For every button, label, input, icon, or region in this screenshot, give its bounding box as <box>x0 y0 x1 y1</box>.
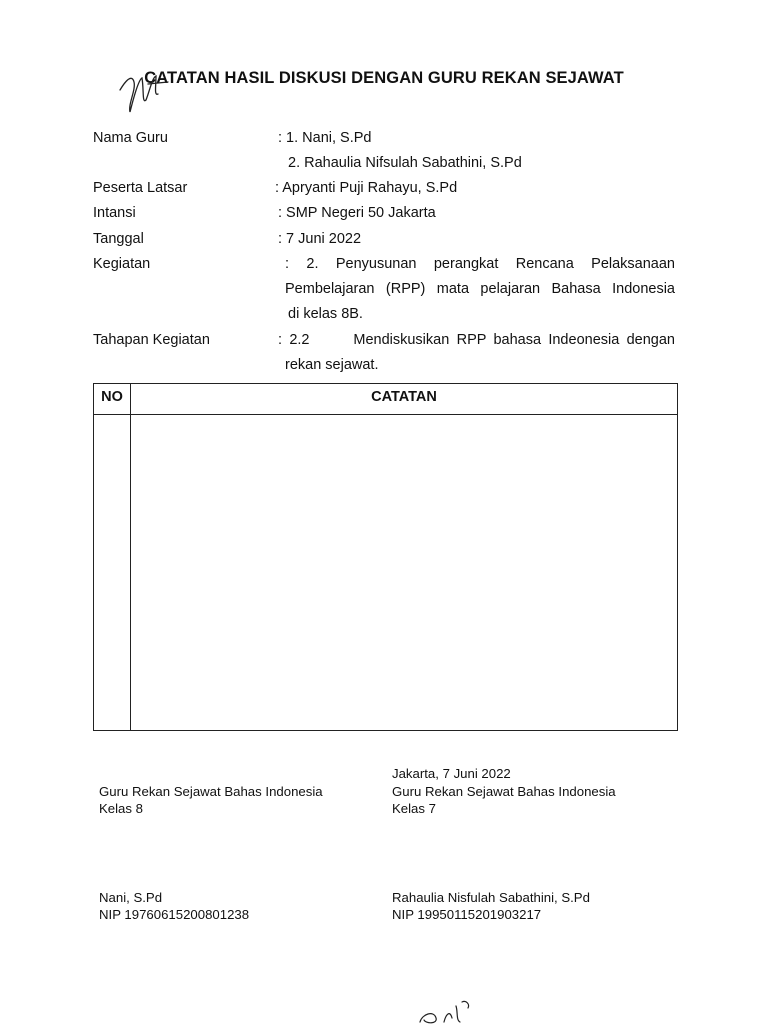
peserta-value: : Apryanti Puji Rahayu, S.Pd <box>275 180 458 196</box>
place-date: Jakarta, 7 Juni 2022 <box>392 766 511 781</box>
right-signer-nip: NIP 19950115201903217 <box>392 907 542 922</box>
kegiatan-line-3: di kelas 8B. <box>288 306 363 322</box>
right-signer-role: Guru Rekan Sejawat Bahas Indonesia <box>392 784 616 799</box>
tanggal-value: : 7 Juni 2022 <box>278 231 362 247</box>
notes-table <box>93 383 678 731</box>
tahapan-line-1: : 2.2 Mendiskusikan RPP bahasa Indeonesia dengan <box>278 332 675 348</box>
nama-guru-value-2: 2. Rahaulia Nifsulah Sabathini, S.Pd <box>288 155 522 171</box>
document-title: CATATAN HASIL DISKUSI DENGAN GURU REKAN SEJAWAT <box>144 69 624 87</box>
table-column-divider <box>130 384 131 730</box>
nama-guru-label: Nama Guru <box>93 130 168 146</box>
right-signer-class: Kelas 7 <box>392 801 436 816</box>
tanggal-label: Tanggal <box>93 231 144 247</box>
right-signer-name: Rahaulia Nisfulah Sabathini, S.Pd <box>392 890 590 905</box>
nama-guru-value-1: : 1. Nani, S.Pd <box>278 130 372 146</box>
left-signer-role: Guru Rekan Sejawat Bahas Indonesia <box>99 784 323 799</box>
left-signer-nip: NIP 19760615200801238 <box>99 907 250 922</box>
table-header-no: NO <box>101 389 123 405</box>
left-signer-name: Nani, S.Pd <box>99 890 163 905</box>
tahapan-line-2: rekan sejawat. <box>285 357 379 373</box>
kegiatan-label: Kegiatan <box>93 256 151 272</box>
intansi-value: : SMP Negeri 50 Jakarta <box>278 205 436 221</box>
tahapan-label: Tahapan Kegiatan <box>93 332 210 348</box>
peserta-label: Peserta Latsar <box>93 180 188 196</box>
intansi-label: Intansi <box>93 205 136 221</box>
table-header-catatan: CATATAN <box>371 389 437 405</box>
left-signer-class: Kelas 8 <box>99 801 143 816</box>
handwritten-signature-bottom <box>410 996 490 1024</box>
kegiatan-line-1: : 2. Penyusunan perangkat Rencana Pelaksanaan <box>285 256 675 272</box>
table-header-divider <box>94 414 677 415</box>
kegiatan-line-2: Pembelajaran (RPP) mata pelajaran Bahasa Indonesia <box>285 281 675 297</box>
handwritten-signature-mark <box>112 60 172 118</box>
